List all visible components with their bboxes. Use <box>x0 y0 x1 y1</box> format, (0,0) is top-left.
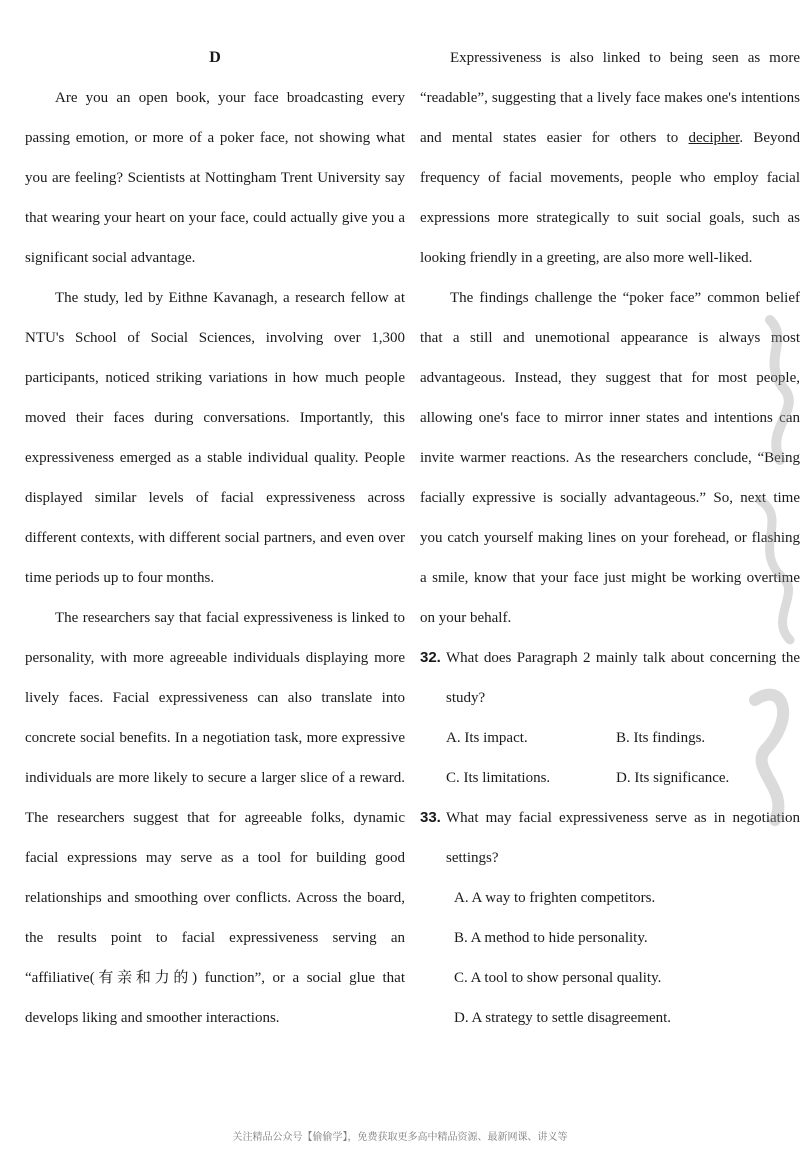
paragraph-4-part-b: . Beyond frequency of facial movements, people who employ facial expressions more strategically to suit social goals, such as looking friendly in a greeting, are also more well-liked. <box>420 130 800 266</box>
option-b[interactable]: B. A method to hide personality. <box>454 930 648 946</box>
underlined-word-decipher: decipher <box>688 130 740 146</box>
option-d[interactable]: D. A strategy to settle disagreement. <box>454 1010 672 1026</box>
option-b[interactable]: B. Its findings. <box>616 730 706 746</box>
question-text: What may facial expressiveness serve as in negotiation settings? <box>446 810 800 866</box>
option-a[interactable]: A. Its impact. <box>446 730 528 746</box>
question-number: 32. <box>420 649 441 666</box>
paragraph-4-part-a: Expressiveness is also linked to being seen as more “readable”, suggesting that a lively face makes one's intentions and mental states easier for others to <box>420 50 800 146</box>
paragraph-5: The findings challenge the “poker face” common belief that a still and unemotional appearance is always most advantageous. Instead, they suggest that for most people, allowing one's face to mirror inner states and intentions can invite warmer reactions. As the researchers conclude, “Being facially expressive is socially advantageous.” So, next time you catch yourself making lines on your forehead, or flashing a smile, know that your face just might be working overtime on your behalf. <box>420 290 800 626</box>
paragraph-4 <box>420 38 800 278</box>
paragraph-1: Are you an open book, your face broadcasting every passing emotion, or more of a poker face, not showing what you are feeling? Scientists at Nottingham Trent University say that wearing your heart on your face, could actually give you a significant social advantage. <box>25 90 405 266</box>
left-column <box>25 0 405 1038</box>
paragraph-2: The study, led by Eithne Kavanagh, a research fellow at NTU's School of Social Sciences, involving over 1,300 participants, noticed striking variations in how much people moved their faces during conversations. Importantly, this expressiveness emerged as a stable individual quality. People displayed similar levels of facial expressiveness across different contexts, with different social partners, and even over time periods up to four months. <box>25 290 405 586</box>
question-text: What does Paragraph 2 mainly talk about concerning the study? <box>446 650 800 706</box>
question-number: 33. <box>420 809 441 826</box>
option-c[interactable]: C. Its limitations. <box>446 770 551 786</box>
paragraph-3: The researchers say that facial expressiveness is linked to personality, with more agreeable individuals displaying more lively faces. Facial expressiveness can also translate into concrete social benefits. In a negotiation task, more expressive individuals are more likely to secure a larger slice of a reward. The researchers suggest that for agreeable folks, dynamic facial expressions may serve as a tool for building good relationships and smoothing over conflicts. Across the board, the results point to facial expressiveness serving an “affiliative(有亲和力的) function”, or a social glue that develops liking and smoother interactions. <box>25 610 405 1026</box>
option-a[interactable]: A. A way to frighten competitors. <box>454 890 656 906</box>
option-c[interactable]: C. A tool to show personal quality. <box>454 970 662 986</box>
brush-watermark-icon <box>730 300 800 860</box>
section-title: D <box>209 49 221 66</box>
footer-note: 关注精品公众号【偷偷学】，免费获取更多高中精品资源、最新网课、讲义等 <box>232 1132 568 1143</box>
option-d[interactable]: D. Its significance. <box>616 770 730 786</box>
